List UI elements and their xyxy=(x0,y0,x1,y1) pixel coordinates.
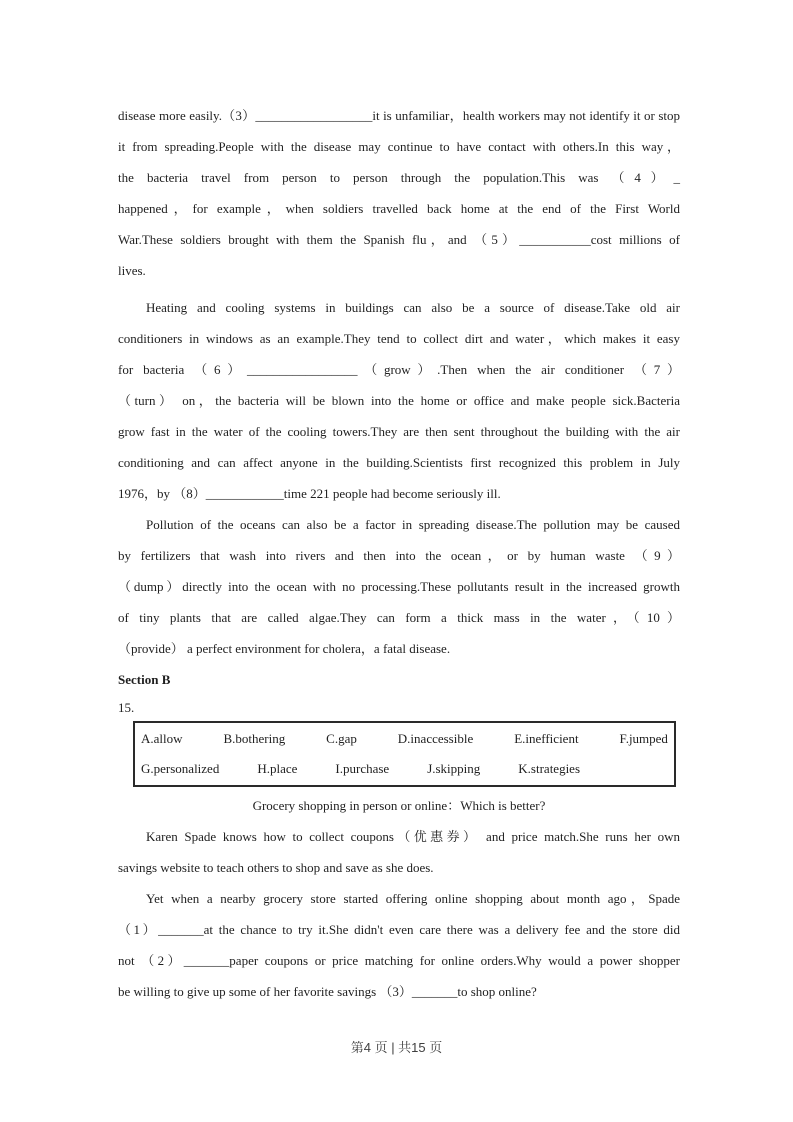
passage-line: of tiny plants that are called algae.They can form a thick mass in the water，（10） xyxy=(118,610,680,625)
passage-paragraph-disease xyxy=(118,100,680,286)
passage-line: （1）_______at the chance to try it.She didn't even care there was a delivery fee and the store did xyxy=(118,922,680,937)
word-bank-box xyxy=(133,721,676,787)
passage-line: 1976，by （8）____________time 221 people had become seriously ill. xyxy=(118,486,501,501)
word-bank-row-2 xyxy=(141,754,668,784)
passage-line: for bacteria （6）_________________（grow）.Then when the air conditioner （7） xyxy=(118,362,680,377)
page-footer: 第4 页 | 共15 页 xyxy=(350,1040,443,1055)
passage-line: （turn） on，the bacteria will be blown into the home or office and make people sick.Bacteria xyxy=(118,393,680,408)
passage-line: be willing to give up some of her favorite savings （3）_______to shop online? xyxy=(118,984,537,999)
passage-line: War.These soldiers brought with them the Spanish flu，and （5）___________cost millions of xyxy=(118,232,680,247)
passage-paragraph-pollution xyxy=(118,509,680,664)
passage-line: Heating and cooling systems in buildings can also be a source of disease.Take old air xyxy=(146,300,680,315)
passage-line: grow fast in the water of the cooling towers.They are then sent throughout the building with the air xyxy=(118,424,680,439)
passage-line: the bacteria travel from person to person through the population.This was （4）_ xyxy=(118,170,680,185)
word-bank-item: I.purchase xyxy=(335,761,390,776)
word-bank-item: B.bothering xyxy=(223,731,286,746)
section-b-heading: Section B xyxy=(118,672,171,687)
passage-line: lives. xyxy=(118,263,146,278)
passage-line: not （2）_______paper coupons or price matching for online orders.Why would a power shopper xyxy=(118,953,680,968)
word-bank-item: K.strategies xyxy=(518,761,581,776)
passage-line: savings website to teach others to shop and save as she does. xyxy=(118,860,434,875)
passage-line: happened，for example，when soldiers travelled back home at the end of the First World xyxy=(118,201,680,216)
word-bank-item: C.gap xyxy=(326,731,357,746)
passage-paragraph-karen-spade xyxy=(118,821,680,883)
word-bank-item: F.jumped xyxy=(619,731,668,746)
word-bank-item: H.place xyxy=(257,761,298,776)
passage-line: （provide） a perfect environment for cholera，a fatal disease. xyxy=(118,641,451,656)
word-bank-row-1 xyxy=(141,724,668,754)
passage-line: Yet when a nearby grocery store started offering online shopping about month ago，Spade xyxy=(146,891,680,906)
passage-line: （dump）directly into the ocean with no processing.These pollutants result in the increased growth xyxy=(118,579,680,594)
passage-paragraph-online-shopping xyxy=(118,883,680,1007)
word-bank-item: J.skipping xyxy=(427,761,481,776)
passage-line: conditioning and can affect anyone in the building.Scientists first recognized this problem in July xyxy=(118,455,680,470)
word-bank-item: D.inaccessible xyxy=(397,731,474,746)
page-content xyxy=(118,100,680,1007)
passage-line: conditioners in windows as an example.They tend to collect dirt and water，which makes it easy xyxy=(118,331,680,346)
passage-line: Karen Spade knows how to collect coupons（优惠券） and price match.She runs her own xyxy=(146,829,680,844)
passage-line: disease more easily.（3）__________________it is unfamiliar，health workers may not identify it or stop xyxy=(118,108,680,123)
word-bank-item: A.allow xyxy=(141,731,183,746)
word-bank-item: G.personalized xyxy=(141,761,220,776)
passage-title: Grocery shopping in person or online：Which is better? xyxy=(252,798,546,813)
word-bank-item: E.inefficient xyxy=(514,731,579,746)
passage-paragraph-heating-cooling xyxy=(118,292,680,509)
passage-line: by fertilizers that wash into rivers and then into the ocean，or by human waste （9） xyxy=(118,548,680,563)
question-number: 15. xyxy=(118,700,135,715)
passage-line: it from spreading.People with the disease may continue to have contact with others.In this way， xyxy=(118,139,680,154)
passage-line: Pollution of the oceans can also be a factor in spreading disease.The pollution may be caused xyxy=(146,517,680,532)
